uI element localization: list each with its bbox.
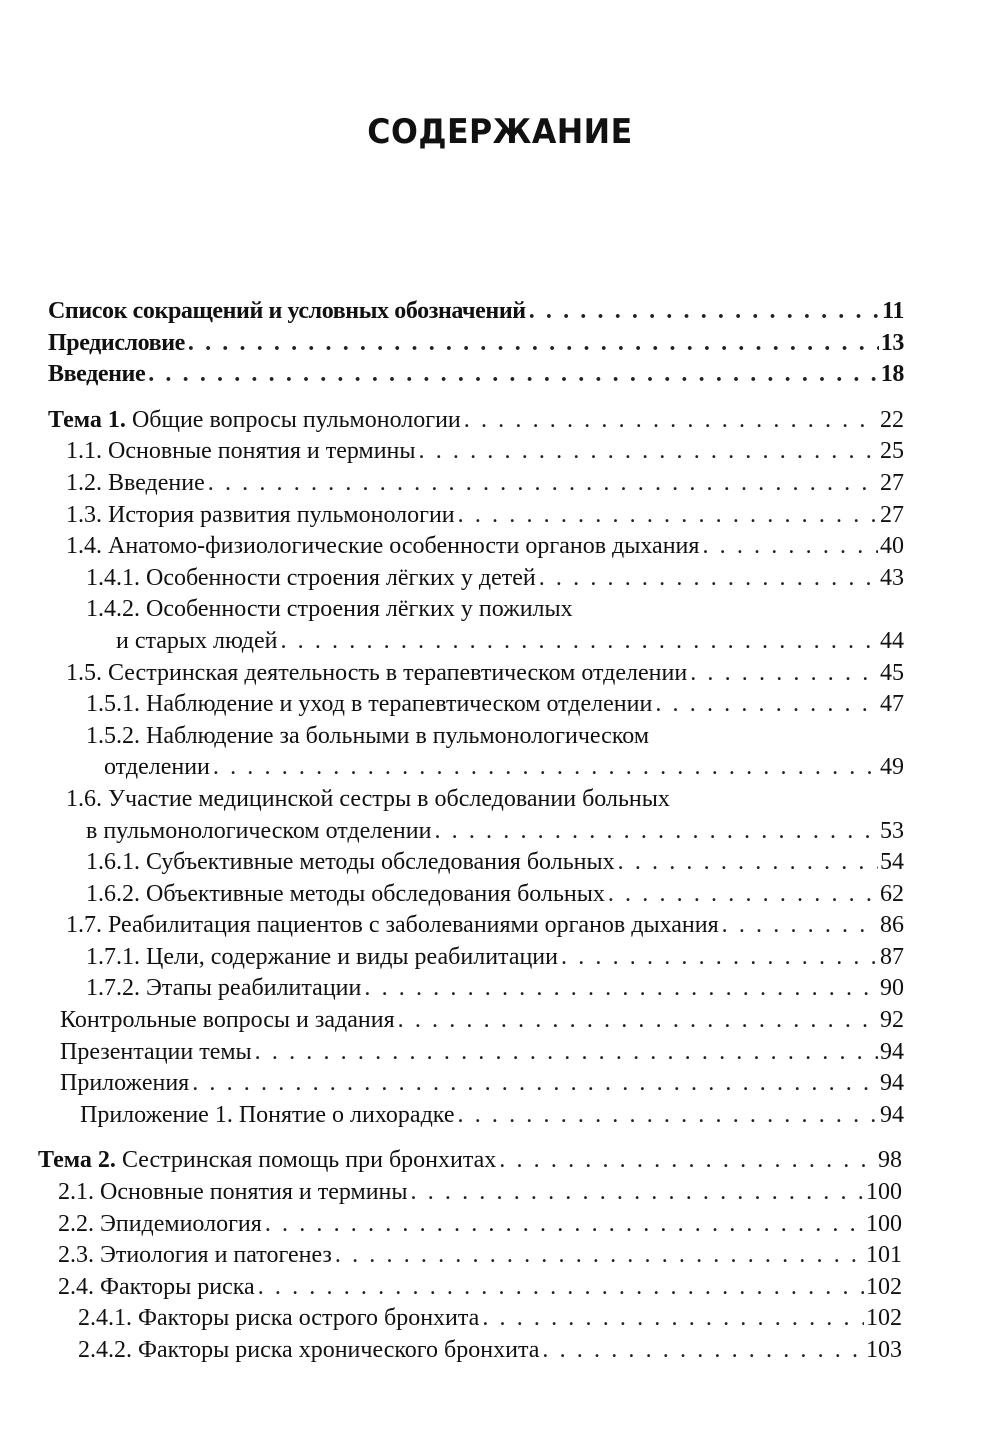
toc-entry-label: 1.1. Основные понятия и термины: [66, 438, 416, 465]
leader-dots: [542, 1335, 864, 1367]
leader-dots: [255, 1037, 878, 1069]
toc-entry-label: 1.7.1. Цели, содержание и виды реабилитации: [86, 943, 558, 970]
leader-dots: [608, 879, 878, 911]
toc-page-number: 94: [880, 1070, 904, 1097]
page-title: СОДЕРЖАНИЕ: [367, 112, 633, 152]
toc-entry-label: Предисловие: [48, 329, 185, 356]
leader-dots: [258, 1272, 864, 1304]
toc-page-number: 54: [880, 849, 904, 876]
toc-entry-label: 2.4. Факторы риска: [58, 1273, 255, 1300]
toc-entry-introduction[interactable]: [0, 359, 1000, 391]
toc-page-number: 94: [880, 1101, 904, 1128]
leader-dots: [208, 468, 878, 500]
toc-entry[interactable]: [0, 689, 1000, 721]
toc-page-number: 45: [880, 659, 904, 686]
toc-page-number: 25: [880, 438, 904, 465]
toc-entry[interactable]: [0, 1177, 1000, 1209]
toc-entry[interactable]: [0, 910, 1000, 942]
toc-entry-label: 1.7. Реабилитация пациентов с заболеваниями органов дыхания: [66, 912, 719, 939]
toc-entry-label: 1.4. Анатомо-физиологические особенности органов дыхания: [66, 533, 700, 560]
toc-entry-label: 1.6.1. Субъективные методы обследования больных: [86, 849, 615, 876]
toc-entry-label: Список сокращений и условных обозначений: [48, 298, 526, 324]
leader-dots: [702, 531, 878, 563]
toc-entry[interactable]: [0, 942, 1000, 974]
toc-entry[interactable]: [0, 1005, 1000, 1037]
toc-entry-label: 2.3. Этиология и патогенез: [58, 1242, 332, 1269]
toc-page-number: 101: [866, 1242, 902, 1269]
toc-entry-label: 2.2. Эпидемиология: [58, 1210, 262, 1237]
toc-entry-label: 1.5.1. Наблюдение и уход в терапевтическом отделении: [86, 691, 653, 718]
toc-page-number: 100: [866, 1179, 902, 1206]
toc-entry[interactable]: [0, 1068, 1000, 1100]
leader-dots: [482, 1303, 864, 1335]
toc-entry-label: 1.4.1. Особенности строения лёгких у детей: [86, 564, 536, 591]
leader-dots: [335, 1240, 864, 1272]
toc-entry[interactable]: [0, 973, 1000, 1005]
toc-page-number: 18: [880, 361, 904, 388]
toc-page-number: 92: [880, 1007, 904, 1034]
table-of-contents: [0, 296, 1000, 1367]
toc-page-number: 44: [880, 627, 904, 654]
toc-entry[interactable]: [0, 1335, 1000, 1367]
leader-dots: [618, 847, 878, 879]
toc-entry-label: в пульмонологическом отделении: [86, 817, 432, 844]
toc-entry[interactable]: [0, 500, 1000, 532]
leader-dots: [561, 942, 878, 974]
leader-dots: [499, 1145, 876, 1177]
toc-entry-label: 1.5. Сестринская деятельность в терапевтическом отделении: [66, 659, 688, 686]
toc-entry-label: Презентации темы: [60, 1038, 252, 1065]
toc-entry[interactable]: [0, 531, 1000, 563]
toc-entry[interactable]: [0, 1209, 1000, 1241]
toc-entry-label: 1.7.2. Этапы реабилитации: [86, 975, 362, 1002]
toc-entry[interactable]: [0, 594, 1000, 626]
toc-page-number: 49: [880, 754, 904, 781]
toc-page-number: 86: [880, 912, 904, 939]
toc-page-number: 27: [880, 501, 904, 528]
topic-title: Общие вопросы пульмонологии: [131, 406, 461, 433]
toc-entry-label: 1.4.2. Особенности строения лёгких у пожилых: [86, 596, 573, 623]
toc-entry[interactable]: [0, 879, 1000, 911]
toc-entry-label: 1.2. Введение: [66, 469, 205, 496]
topic-title: Сестринская помощь при бронхитах: [121, 1147, 497, 1174]
leader-dots: [213, 752, 878, 784]
toc-page-number: 40: [880, 533, 904, 560]
leader-dots: [398, 1005, 878, 1037]
toc-page-number: 100: [866, 1210, 902, 1237]
leader-dots: [280, 626, 878, 658]
toc-entry-label: Приложение 1. Понятие о лихорадке: [80, 1101, 455, 1128]
toc-entry-label: 2.4.2. Факторы риска хронического бронхита: [78, 1337, 540, 1363]
topic-prefix: Тема 2.: [38, 1147, 116, 1174]
toc-entry[interactable]: [0, 563, 1000, 595]
topic-prefix: Тема 1.: [48, 406, 126, 433]
toc-entry-label: 1.6.2. Объективные методы обследования больных: [86, 880, 605, 907]
leader-dots: [722, 910, 878, 942]
toc-entry[interactable]: [0, 1240, 1000, 1272]
toc-entry-abbreviations[interactable]: [0, 296, 1000, 328]
toc-page-number: 98: [878, 1147, 902, 1174]
toc-entry-label: 2.1. Основные понятия и термины: [58, 1179, 408, 1206]
toc-page-number: 43: [880, 564, 904, 591]
toc-page-number: 47: [880, 691, 904, 718]
toc-entry[interactable]: [0, 436, 1000, 468]
toc-entry[interactable]: [0, 658, 1000, 690]
toc-page-number: 53: [880, 817, 904, 844]
leader-dots: [434, 816, 878, 848]
toc-entry[interactable]: [0, 1100, 1000, 1132]
toc-topic-2[interactable]: [0, 1145, 1000, 1177]
toc-page-number: 90: [880, 975, 904, 1002]
leader-dots: [529, 296, 880, 328]
leader-dots: [148, 359, 879, 391]
leader-dots: [419, 436, 879, 468]
toc-entry-label: Приложения: [60, 1070, 190, 1097]
leader-dots: [690, 658, 878, 690]
toc-entry-continuation[interactable]: [0, 752, 1000, 784]
toc-entry[interactable]: [0, 1303, 1000, 1335]
toc-entry-label: отделении: [104, 754, 210, 781]
leader-dots: [265, 1209, 864, 1241]
toc-entry-label: 1.6. Участие медицинской сестры в обследовании больных: [66, 785, 670, 812]
toc-entry[interactable]: [0, 1272, 1000, 1304]
leader-dots: [655, 689, 878, 721]
leader-dots: [192, 1068, 878, 1100]
toc-page-number: 13: [880, 329, 904, 356]
toc-entry-label: и старых людей: [116, 627, 278, 654]
leader-dots: [411, 1177, 865, 1209]
toc-entry-continuation[interactable]: [0, 626, 1000, 658]
leader-dots: [188, 328, 879, 360]
leader-dots: [458, 1100, 879, 1132]
toc-entry[interactable]: [0, 784, 1000, 816]
toc-page-number: 102: [866, 1273, 902, 1300]
toc-page-number: 11: [882, 298, 904, 324]
leader-dots: [539, 563, 878, 595]
toc-page-number: 62: [880, 880, 904, 907]
toc-page-number: 22: [880, 406, 904, 433]
toc-entry-preface[interactable]: [0, 328, 1000, 360]
toc-entry-label: Контрольные вопросы и задания: [60, 1007, 395, 1034]
toc-entry-label: 1.5.2. Наблюдение за больными в пульмонологическом: [86, 722, 650, 749]
toc-page-number: 102: [866, 1305, 902, 1332]
toc-page-number: 27: [880, 469, 904, 496]
toc-entry[interactable]: [0, 468, 1000, 500]
toc-entry[interactable]: [0, 1037, 1000, 1069]
leader-dots: [364, 973, 878, 1005]
toc-page-number: 103: [866, 1337, 902, 1363]
toc-entry-label: Введение: [48, 361, 146, 388]
toc-entry-continuation[interactable]: [0, 816, 1000, 848]
leader-dots: [464, 405, 878, 437]
leader-dots: [458, 500, 878, 532]
toc-page-number: 87: [880, 943, 904, 970]
toc-page-number: 94: [880, 1038, 904, 1065]
toc-entry-label: 1.3. История развития пульмонологии: [66, 501, 455, 528]
toc-entry-label: 2.4.1. Факторы риска острого бронхита: [78, 1305, 480, 1332]
toc-entry[interactable]: [0, 847, 1000, 879]
toc-topic-1[interactable]: [0, 405, 1000, 437]
toc-entry[interactable]: [0, 721, 1000, 753]
